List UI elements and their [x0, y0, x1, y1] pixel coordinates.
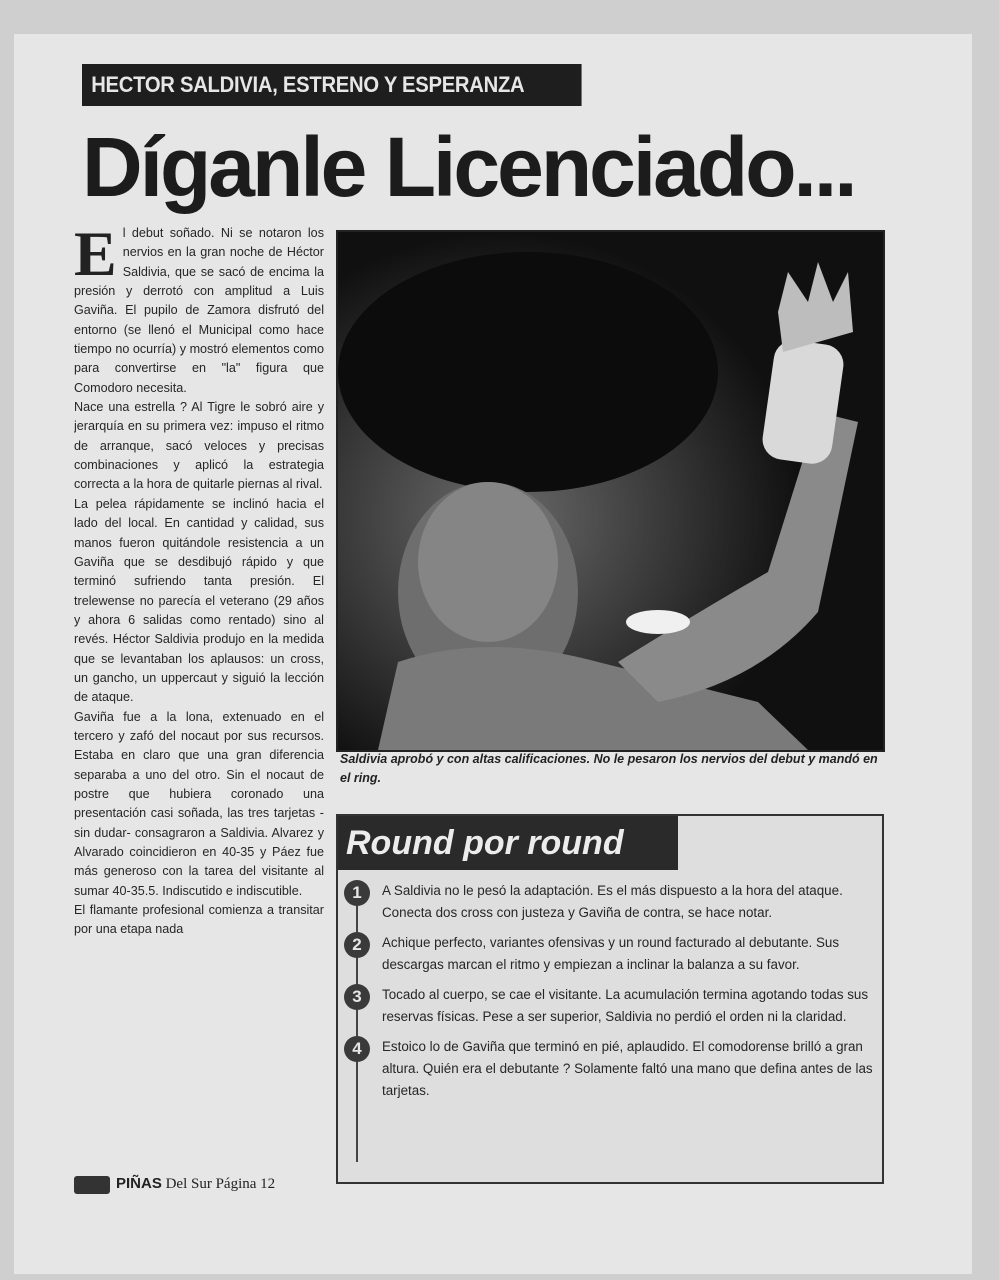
paragraph-2: Nace una estrella ? Al Tigre le sobró aire y jerarquía en su primera vez: impuso el ritmo de arranque, sacó veloces y precisas combinaciones y aplicó la estrategia correcta a la hora de quitarle piernas al rival. — [74, 400, 324, 492]
boxer-photo-illustration — [338, 232, 883, 750]
photo-caption: Saldivia aprobó y con altas calificaciones. No le pesaron los nervios del debut y mandó en el ring. — [340, 752, 878, 785]
paragraph-1-text: l debut soñado. Ni se notaron los nervios en la gran noche de Héctor Saldivia, que se sacó de encima la presión y derrotó con amplitud a Luis Gaviña. El pupilo de Zamora disfrutó del entorno (se llenó el Municipal como hace tiempo no ocurría) y mostró elementos como para convertirse en "la" figura que Comodoro necesita. — [74, 226, 324, 395]
boxer-photo — [336, 230, 885, 752]
paragraph-4: Gaviña fue a la lona, extenuado en el tercero y zafó del nocaut por sus recursos. Estaba en claro que una gran diferencia separaba a uno del otro. Sin el nocaut de postre que hubiera coronado una presentación casi soñada, las tres tarjetas -sin dudar- consagraron a Saldivia. Alvarez y Alvarado coincidieron en 40-35 y Páez fue más generoso con la tarea del visitante al sumar 40-35.5. Indiscutido e indiscutible. — [74, 709, 324, 898]
round-list — [338, 880, 882, 1110]
page-number: 12 — [260, 1176, 276, 1192]
section-kicker: HECTOR SALDIVIA, ESTRENO Y ESPERANZA — [82, 64, 582, 106]
round-item — [338, 984, 882, 1028]
round-by-round-box — [336, 814, 884, 1184]
round-number-badge: 3 — [344, 984, 370, 1010]
headline: Díganle Licenciado... — [82, 120, 855, 214]
article-body — [74, 224, 324, 1174]
round-text: A Saldivia no le pesó la adaptación. Es el más dispuesto a la hora del ataque. Conecta dos cross con justeza y Gaviña de contra, se hace notar. — [382, 883, 843, 920]
round-item — [338, 932, 882, 976]
paragraph-3: La pelea rápidamente se inclinó hacia el lado del local. En cantidad y calidad, sus manos fueron quitándole resistencia a un Gaviña que se desdibujó rápido y que terminó sufriendo tanta presión. El trelewense no parecía el veterano (29 años y ahora 6 salidas como rentado) sino al revés. Héctor Saldivia produjo en la medida que se levantaban los aplausos: un cross, un gancho, un uppercaut y siguió la lección de ataque. — [74, 496, 324, 705]
round-item — [338, 1036, 882, 1102]
round-by-round-title: Round por round — [338, 816, 678, 870]
footer-text: Del Sur Página — [165, 1176, 257, 1192]
page-footer — [74, 1172, 374, 1196]
footer-brand: PIÑAS — [116, 1175, 162, 1192]
round-item — [338, 880, 882, 924]
round-text: Achique perfecto, variantes ofensivas y un round facturado al debutante. Sus descargas marcan el ritmo y empiezan a inclinar la balanza a su favor. — [382, 935, 840, 972]
round-number-badge: 4 — [344, 1036, 370, 1062]
round-text: Estoico lo de Gaviña que terminó en pié, aplaudido. El comodorense brilló a gran altura. Quién era el debutante ? Solamente faltó una mano que defina antes de las tarjetas. — [382, 1039, 873, 1098]
magazine-logo-icon — [74, 1176, 110, 1194]
round-text: Tocado al cuerpo, se cae el visitante. La acumulación termina agotando todas sus reservas físicas. Pese a ser superior, Saldivia no perdió el orden ni la claridad. — [382, 987, 869, 1024]
magazine-page — [14, 34, 972, 1274]
paragraph-1 — [74, 224, 324, 398]
round-number-badge: 2 — [344, 932, 370, 958]
drop-cap: E — [74, 224, 117, 289]
round-number-badge: 1 — [344, 880, 370, 906]
paragraph-5: El flamante profesional comienza a transitar por una etapa nada — [74, 903, 324, 937]
